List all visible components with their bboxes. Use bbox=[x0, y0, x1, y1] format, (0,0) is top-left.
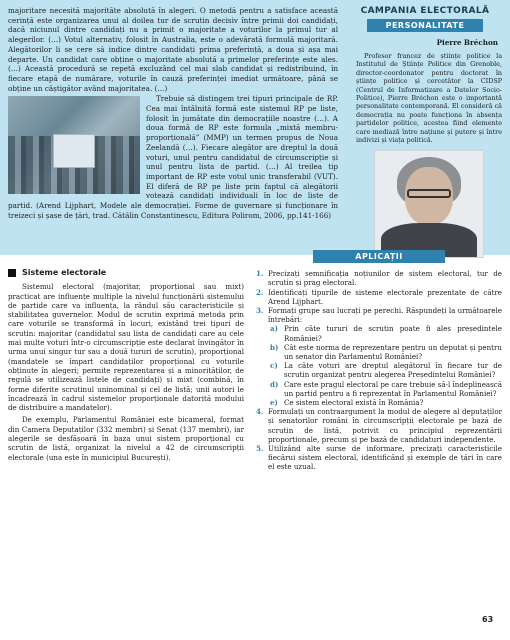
question-number: 3. bbox=[256, 306, 264, 316]
section-sisteme-electorale bbox=[8, 268, 244, 462]
author-bio: Profesor francez de științe politice la Institutul de Științe Politice din Grenoble, director-coordonator pentru doctorat în științe politice și cercetător la CIDSP (Centrul de Informatizare a Datelor Socio-Politice), Pierre Bréchon este o importantă personalitate contemporană. El consideră că democrația nu poate funcționa în absența partidelor politice, acestea fiind elemente care mediază între națiune și putere și între indivizi și viața politică. bbox=[356, 52, 502, 145]
question-item bbox=[256, 269, 502, 287]
main-paragraph-2-intro bbox=[8, 94, 338, 220]
page-number: 63 bbox=[482, 615, 494, 624]
question-text: Identificați tipurile de sisteme electorale prezentate de către Arend Lijphart. bbox=[268, 287, 502, 306]
sub-question bbox=[256, 324, 502, 342]
question-number: 1. bbox=[256, 269, 264, 279]
sub-letter: d) bbox=[270, 379, 279, 389]
question-item bbox=[256, 306, 502, 324]
sub-text: La câte voturi are dreptul alegătorul în fiecare tur de scrutin organizat pentru alegerea Președintelui României? bbox=[284, 361, 502, 380]
sub-question bbox=[256, 380, 502, 398]
sub-text: Prin câte tururi de scrutin poate fi ales președintele României? bbox=[284, 324, 502, 343]
question-text: Utilizând alte surse de informare, precizați caracteristicile fiecărui sistem electoral, identificând și exemple de țări în care el este uzual. bbox=[268, 444, 502, 472]
sub-question bbox=[256, 398, 502, 407]
sub-question bbox=[256, 343, 502, 361]
aplicatii-banner: APLICAȚII bbox=[313, 250, 445, 263]
main-text bbox=[8, 6, 338, 220]
sidebar bbox=[346, 6, 504, 258]
author-portrait bbox=[374, 150, 484, 258]
sub-text: Care este pragul electoral pe care trebuie să-l îndeplinească un partid pentru a fi reprezentat în Parlamentul României? bbox=[284, 379, 502, 398]
voting-photo bbox=[8, 96, 140, 194]
sub-letter: c) bbox=[270, 361, 278, 371]
main-paragraph-1: majoritare necesită majorităte absolută în alegeri. O metodă pentru a satisface această cerință este organizarea unui al doilea tur de scrutin decisiv între primii doi candidați, dacă niciunul dintre candidați nu a primit o majoritate a voturilor la primul tur al alegerilor. (…) Votul alternativ, folosit în Australia, este o adevărată formulă majoritară. Alegătorilor li se cere să indice dintre candidați prima preferință, a doua și așa mai departe. Un candidat care obține o majoritate absolută a primelor preferințe este ales. (…) Această procedură se repetă excluzând cel mai slab candidat și redistribuind, în fiecare etapă de numărare, voturile în cauză preferinței imediat următoare, până se obține un câștigător având majoritatea. (…) bbox=[8, 6, 338, 93]
section-heading bbox=[8, 268, 244, 277]
main-paragraph-2: Trebuie să distingem trei tipuri principale de RP. Cea mai întâlnită formă este sistemul RP pe liste, folosit în jumătate din democrațiile noastre (…). A doua formă de RP este formula „mixtă membru-proporțională” (MMP) un termen propus de Noua Zeelandă (…). Fiecare alegător are dreptul la două voturi, unul pentru candidatul de circumscripție și unul pentru lista de partid. (…) Al treilea tip important de RP este votul unic transferabil (VUT). El diferă de RP pe liste prin faptul că alegătorii votează candidați individuali în loc de liste de partid. (Arend Lijphart, Modele ale democrației. Forme de guvernare și funcționare în treizeci și șase de țări, trad. Cătălin Constantinescu, Editura Polirom, 2006, pp.141-166) bbox=[8, 94, 338, 220]
sub-letter: b) bbox=[270, 342, 279, 352]
question-text: Formați grupe sau lucrați pe perechi. Răspundeți la următoarele întrebări: bbox=[268, 306, 502, 325]
question-text: Precizați semnificația noțiunilor de sistem electoral, tur de scrutin și prag electoral. bbox=[268, 269, 502, 288]
question-item bbox=[256, 407, 502, 444]
square-bullet-icon bbox=[8, 269, 16, 277]
sub-text: Ce sistem electoral există în România? bbox=[284, 398, 424, 408]
sub-text: Cât este norma de reprezentare pentru un deputat și pentru un senator din Parlamentul României? bbox=[284, 342, 502, 362]
question-number: 4. bbox=[256, 407, 264, 417]
sub-question bbox=[256, 361, 502, 379]
sub-letter: e) bbox=[270, 398, 278, 408]
personalitate-banner: PERSONALITATE bbox=[367, 19, 483, 32]
sub-letter: a) bbox=[270, 324, 278, 334]
question-item bbox=[256, 444, 502, 472]
question-item bbox=[256, 288, 502, 306]
question-number: 5. bbox=[256, 444, 264, 454]
question-text: Formulați un contraargument la modul de alegere al deputaților și senatorilor români în circumscripții electorale pe bază de scrutin de listă, potrivit cu principiul reprezentării proporționale, precum și pe bază de candidaturi independente. bbox=[268, 407, 502, 444]
author-name: Pierre Bréchon bbox=[436, 38, 498, 47]
section-paragraph-1: Sistemul electoral (majoritar, proporțional sau mixt) practicat are influențe multiple la nivelul funcționării sistemului de partide care va influența, la rândul său caracteristicile și stabilitatea guvernelor. Modul de scrutin exprimă metoda prin care voturile se transformă în locuri, existând trei tipuri de scrutin: majoritar (candidatul sau lista de candidați care au cele mai multe voturi într-o circumscripție este declarat învingător în urma unui singur tur sau a două tururi de scrutin), proporțional (mandatele se împart candidaților proporțional cu voturile obținute în alegeri; permite reprezentarea și a minorităților, de regulă se utilizează listele de candidați) și mixt (combină, în forme diferite scrutinul uninominal și cel de listă; unii autori le încadrează în cadrul sistemelor proporționale datorită modului de distribuire a mandatelor). bbox=[8, 282, 244, 413]
question-number: 2. bbox=[256, 287, 264, 297]
section-paragraph-2: De exemplu, Parlamentul României este bicameral, format din Camera Deputaților (332 membri) și Senat (137 membri), iar alegerile se desfășoară în baza unui sistem proporțional cu scrutin de listă, organizat la nivelul a 42 de circumscripții electorale (una este în municipiul București). bbox=[8, 415, 244, 462]
section-heading-text: Sisteme electorale bbox=[22, 268, 107, 277]
aplicatii-column bbox=[256, 250, 502, 472]
sidebar-title: CAMPANIA ELECTORALĂ bbox=[360, 6, 490, 16]
